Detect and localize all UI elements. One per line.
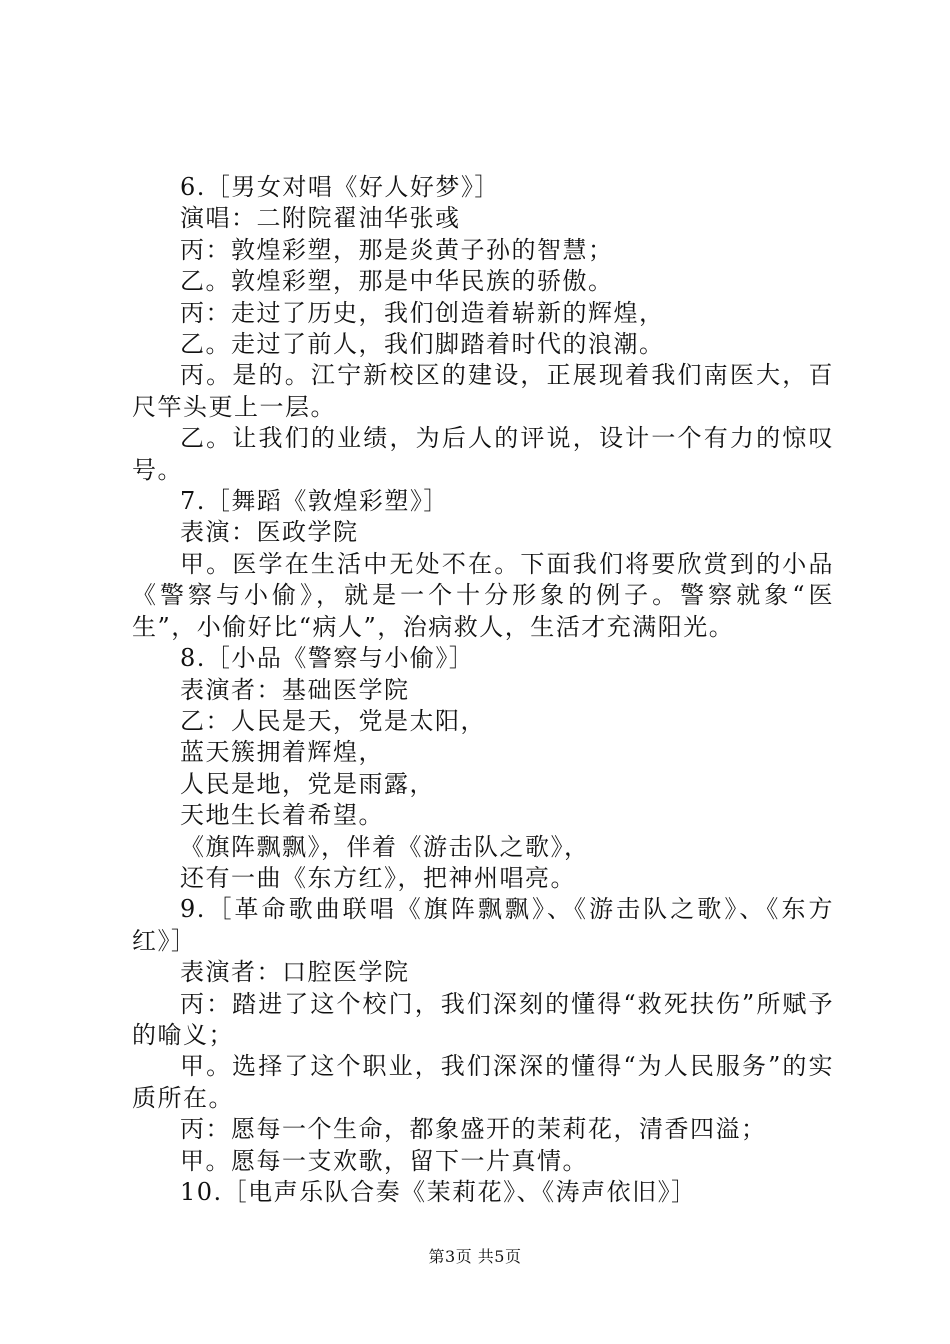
paragraph-program-8-title: 8.［小品《警察与小偷》］ [180, 644, 475, 673]
paragraph-dialogue: 乙。让我们的业绩，为后人的评说，设计一个有力的惊叹号。 [132, 424, 834, 484]
paragraph-performers: 演唱：二附院翟油华张彧 [180, 204, 461, 233]
paragraph-performers: 表演者：基础医学院 [180, 675, 410, 704]
paragraph-performers: 表演：医政学院 [180, 518, 359, 547]
paragraph-verse: 乙：人民是天，党是太阳， [180, 706, 486, 735]
paragraph-verse: 人民是地，党是雨露， [180, 769, 435, 798]
paragraph-verse: 还有一曲《东方红》，把神州唱亮。 [180, 863, 576, 892]
paragraph-dialogue: 丙：踏进了这个校门，我们深刻的懂得“救死扶伤”所赋予的喻义； [132, 989, 834, 1049]
paragraph-dialogue: 乙。敦煌彩塑，那是中华民族的骄傲。 [180, 267, 614, 296]
page-number-footer: 第3页 共5页 [428, 1247, 522, 1266]
paragraph-verse: 天地生长着希望。 [180, 801, 384, 830]
document-body [132, 172, 834, 1208]
paragraph-dialogue: 甲。愿每一支欢歌，留下一片真情。 [180, 1146, 588, 1175]
paragraph-dialogue: 丙：走过了历史，我们创造着崭新的辉煌， [180, 298, 665, 327]
paragraph-program-9-title: 9.［革命歌曲联唱《旗阵飘飘》、《游击队之歌》、《东方红》］ [132, 895, 834, 955]
paragraph-dialogue: 甲。选择了这个职业，我们深深的懂得“为人民服务”的实质所在。 [132, 1052, 834, 1112]
paragraph-dialogue: 丙：愿每一个生命，都象盛开的茉莉花，清香四溢； [180, 1115, 767, 1144]
paragraph-program-7-title: 7.［舞蹈《敦煌彩塑》］ [180, 487, 449, 516]
paragraph-dialogue: 丙。是的。江宁新校区的建设，正展现着我们南医大，百尺竿头更上一层。 [132, 361, 834, 421]
paragraph-song-6-title: 6.［男女对唱《好人好梦》］ [180, 173, 500, 201]
paragraph-dialogue: 丙：敦煌彩塑，那是炎黄子孙的智慧； [180, 235, 614, 264]
paragraph-verse: 蓝天簇拥着辉煌， [180, 738, 384, 767]
paragraph-performers: 表演者：口腔医学院 [180, 958, 410, 987]
paragraph-dialogue: 乙。走过了前人，我们脚踏着时代的浪潮。 [180, 330, 665, 359]
paragraph-dialogue: 甲。医学在生活中无处不在。下面我们将要欣赏到的小品《警察与小偷》，就是一个十分形象的例子。警察就象“医生”，小偷好比“病人”，治病救人，生活才充满阳光。 [132, 549, 834, 641]
paragraph-program-10-title: 10.［电声乐队合奏《茉莉花》、《涛声依旧》］ [180, 1178, 697, 1206]
paragraph-verse: 《旗阵飘飘》，伴着《游击队之歌》， [180, 832, 590, 861]
